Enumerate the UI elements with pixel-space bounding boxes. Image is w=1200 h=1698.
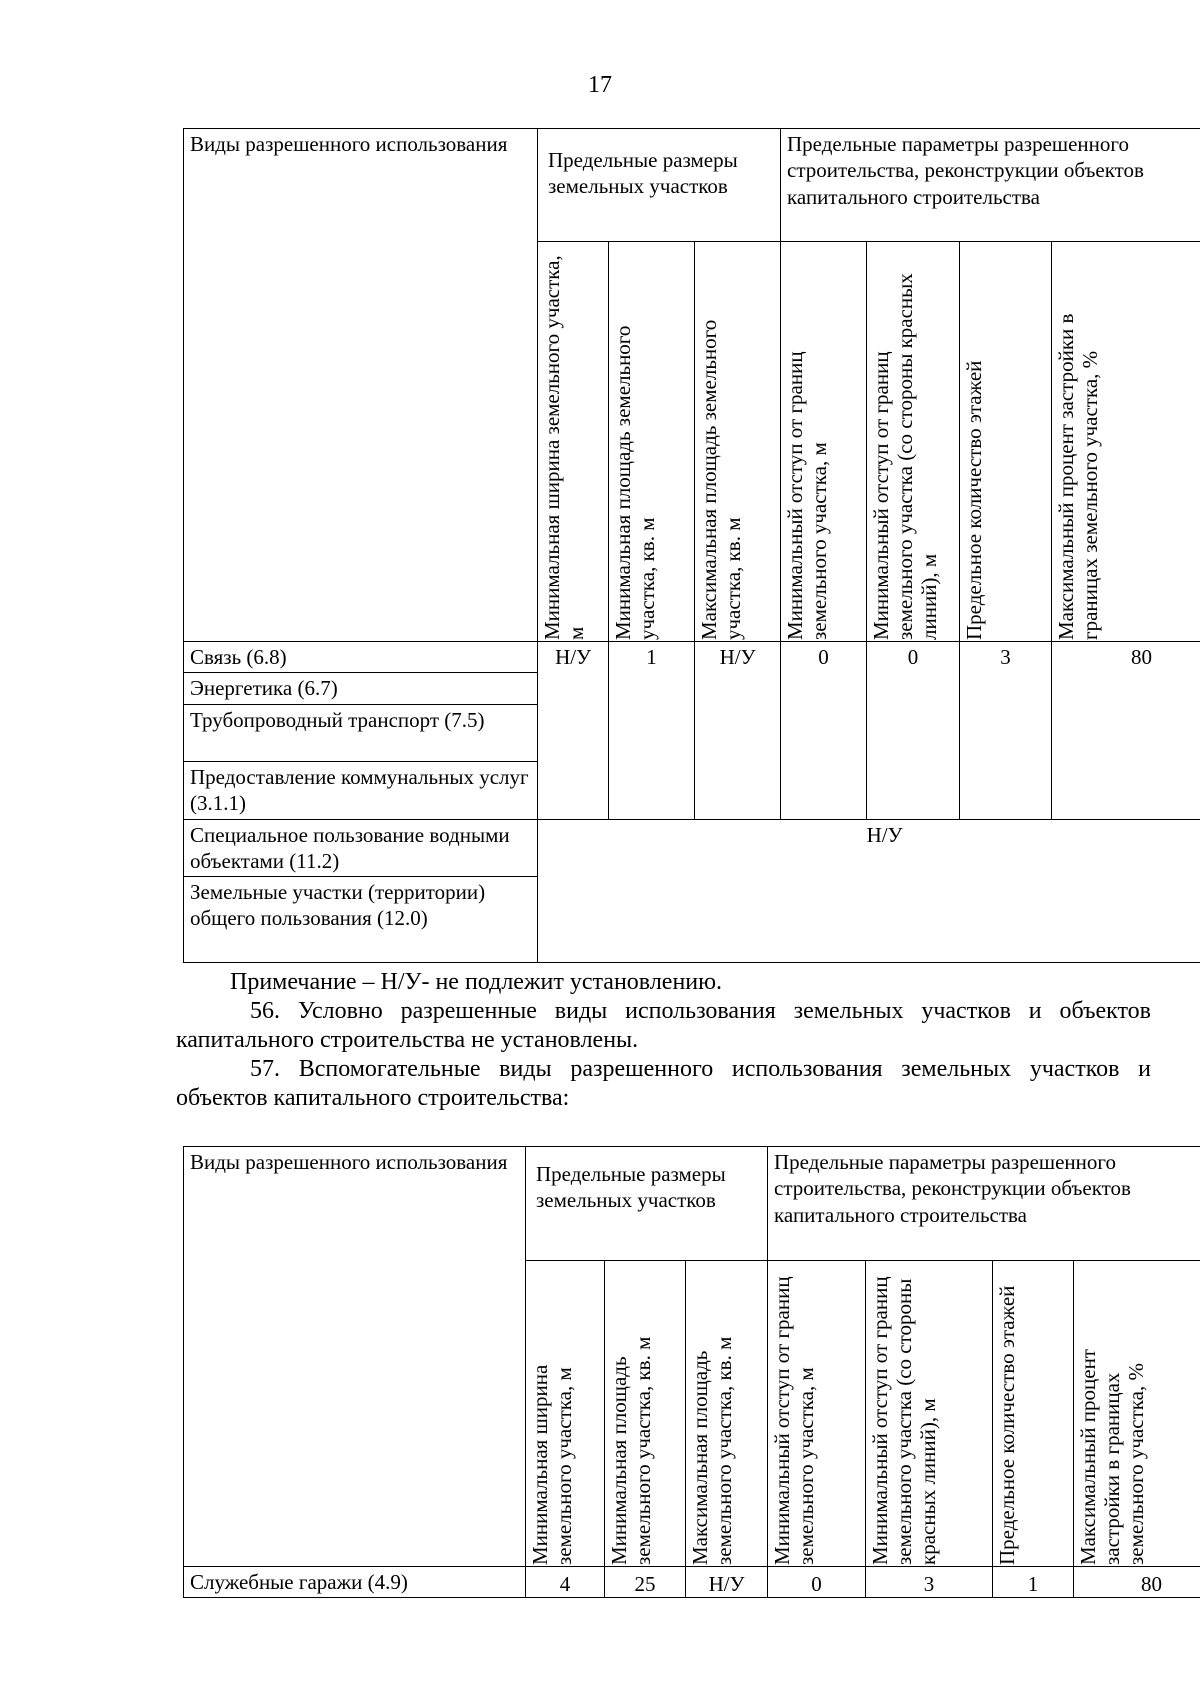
uses-header: Виды разрешенного использования (184, 1147, 526, 1567)
col-header-max-coverage: Максимальный процент застройки в границах земельного участка, % (1074, 1261, 1200, 1567)
col-header-min-area: Минимальная площадь земельного участка, кв. м (609, 242, 695, 642)
col-header-max-floors: Предельное количество этажей (993, 1261, 1074, 1567)
col-header-min-width: Минимальная ширина земельного участка, м (538, 242, 609, 642)
value-cell: 0 (781, 642, 867, 820)
sizes-group-header: Предельные размеры земельных участков (538, 129, 781, 242)
col-header-min-setback: Минимальный отступ от границ земельного участка, м (781, 242, 867, 642)
col-header-max-floors: Предельное количество этажей (960, 242, 1052, 642)
col-header-max-area: Максимальная площадь земельного участка, кв. м (686, 1261, 768, 1567)
use-row-label: Связь (6.8) (184, 642, 538, 673)
value-cell: 0 (768, 1567, 866, 1598)
value-cell: 80 (1074, 1567, 1200, 1598)
use-row-label: Энергетика (6.7) (184, 673, 538, 704)
use-row-label: Предоставление коммунальных услуг (3.1.1) (184, 761, 538, 819)
col-header-max-coverage: Максимальный процент застройки в границах земельного участка, % (1052, 242, 1200, 642)
value-cell: 25 (605, 1567, 686, 1598)
value-cell: 0 (867, 642, 960, 820)
note-text: Примечание – Н/У- не подлежит установлению. (230, 969, 723, 995)
value-cell: 1 (993, 1567, 1074, 1598)
value-cell: 4 (526, 1567, 605, 1598)
use-row-label: Трубопроводный транспорт (7.5) (184, 704, 538, 761)
auxiliary-uses-table (183, 1146, 1200, 1598)
value-cell: Н/У (686, 1567, 768, 1598)
not-set-value-cell: Н/У (538, 819, 1200, 963)
sizes-group-header: Предельные размеры земельных участков (526, 1147, 768, 1261)
col-header-max-area: Максимальная площадь земельного участка, кв. м (695, 242, 781, 642)
page-number: 17 (588, 72, 612, 98)
value-cell: Н/У (695, 642, 781, 820)
use-row-label: Земельные участки (территории) общего пользования (12.0) (184, 877, 538, 963)
value-cell: 80 (1052, 642, 1200, 820)
use-row-label: Служебные гаражи (4.9) (184, 1567, 526, 1598)
col-header-min-setback-red-lines: Минимальный отступ от границ земельного участка (со стороны красных линий), м (866, 1261, 993, 1567)
paragraph-56: 56. Условно разрешенные виды использования земельных участков и объектов капитального строительства не установлены. (176, 998, 1151, 1053)
col-header-min-setback-red-lines: Минимальный отступ от границ земельного участка (со стороны красных линий), м (867, 242, 960, 642)
value-cell: 3 (866, 1567, 993, 1598)
paragraph-57: 57. Вспомогательные виды разрешенного использования земельных участков и объектов капитального строительства: (176, 1056, 1151, 1111)
params-group-header: Предельные параметры разрешенного строительства, реконструкции объектов капитального строительства (768, 1147, 1200, 1261)
value-cell: 1 (609, 642, 695, 820)
uses-header: Виды разрешенного использования (184, 129, 538, 642)
params-group-header: Предельные параметры разрешенного строительства, реконструкции объектов капитального строительства (781, 129, 1200, 242)
col-header-min-width: Минимальная ширина земельного участка, м (526, 1261, 605, 1567)
value-cell: 3 (960, 642, 1052, 820)
col-header-min-area: Минимальная площадь земельного участка, кв. м (605, 1261, 686, 1567)
permitted-uses-table (183, 128, 1200, 963)
use-row-label: Специальное пользование водными объектами (11.2) (184, 819, 538, 877)
value-cell: Н/У (538, 642, 609, 820)
col-header-min-setback: Минимальный отступ от границ земельного участка, м (768, 1261, 866, 1567)
